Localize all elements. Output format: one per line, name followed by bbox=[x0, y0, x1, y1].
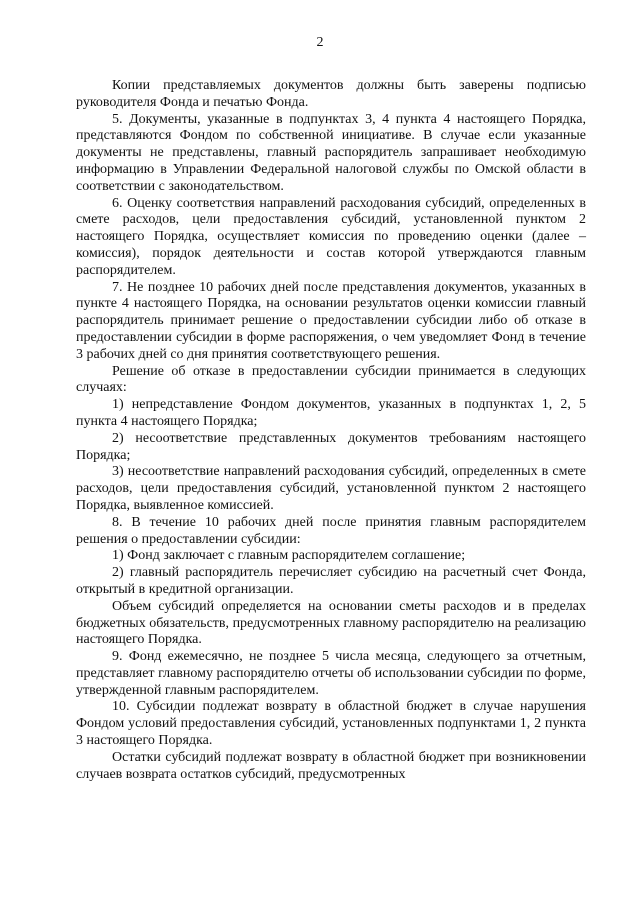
paragraph-item-9: 9. Фонд ежемесячно, не позднее 5 числа месяца, следующего за отчетным, представляет главному распорядителю отчеты об использовании субсидии по форме, утвержденной главным распорядителем. bbox=[76, 649, 586, 698]
paragraph-remaining-subsidies: Остатки субсидий подлежат возврату в областной бюджет при возникновении случаев возврата остатков субсидий, предусмотренных bbox=[76, 749, 586, 782]
paragraph-item-8: 8. В течение 10 рабочих дней после принятия главным распорядителем решения о предоставлении субсидии: bbox=[76, 514, 586, 547]
paragraph-item-7: 7. Не позднее 10 рабочих дней после представления документов, указанных в пункте 4 настоящего Порядка, на основании результатов оценки комиссии главный распорядитель принимает решение о предоставлении субсидии либо об отказе в предоставлении субсидии в форме распоряжения, о чем уведомляет Фонд в течение 3 рабочих дней со дня принятия соответствующего решения. bbox=[76, 279, 586, 362]
paragraph-item-8-sub-1: 1) Фонд заключает с главным распорядителем соглашение; bbox=[112, 548, 466, 564]
page-number: 2 bbox=[316, 35, 324, 50]
paragraph-item-10: 10. Субсидии подлежат возврату в областной бюджет в случае нарушения Фондом условий предоставления субсидий, установленных подпунктами 1, 2 пункта 3 настоящего Порядка. bbox=[76, 699, 586, 749]
paragraph-refusal-case-3: 3) несоответствие направлений расходования субсидий, определенных в смете расходов, цели предоставления субсидий, установленной пунктом 2 настоящего Порядка, выявленное комиссией. bbox=[76, 464, 586, 513]
paragraph-copies-certification: Копии представляемых документов должны быть заверены подписью руководителя Фонда и печатью Фонда. bbox=[76, 78, 586, 110]
paragraph-refusal-case-1: 1) непредставление Фондом документов, указанных в подпунктах 1, 2, 5 пункта 4 настоящего Порядка; bbox=[76, 397, 586, 429]
paragraph-subsidy-volume: Объем субсидий определяется на основании сметы расходов и в пределах бюджетных обязательств, предусмотренных главному распорядителю на реализацию настоящего Порядка. bbox=[76, 598, 586, 648]
paragraph-item-5: 5. Документы, указанные в подпунктах 3, 4 пункта 4 настоящего Порядка, представляются Фондом по собственной инициативе. В случае если указанные документы не представлены, главный распорядитель запрашивает необходимую информацию в Управлении Федеральной налоговой службы по Омской области в соответствии с законодательством. bbox=[76, 111, 586, 194]
document-body bbox=[76, 78, 586, 783]
paragraph-refusal-case-2: 2) несоответствие представленных документов требованиям настоящего Порядка; bbox=[76, 430, 586, 463]
paragraph-item-6: 6. Оценку соответствия направлений расходования субсидий, определенных в смете расходов, цели предоставления субсидий, установленной пунктом 2 настоящего Порядка, осуществляет комиссия по проведению оценки (далее – комиссия), порядок деятельности и состав которой утверждаются главным распорядителем. bbox=[76, 195, 586, 278]
paragraph-item-8-sub-2: 2) главный распорядитель перечисляет субсидию на расчетный счет Фонда, открытый в кредитной организации. bbox=[76, 565, 586, 597]
paragraph-refusal-cases: Решение об отказе в предоставлении субсидии принимается в следующих случаях: bbox=[76, 363, 586, 396]
